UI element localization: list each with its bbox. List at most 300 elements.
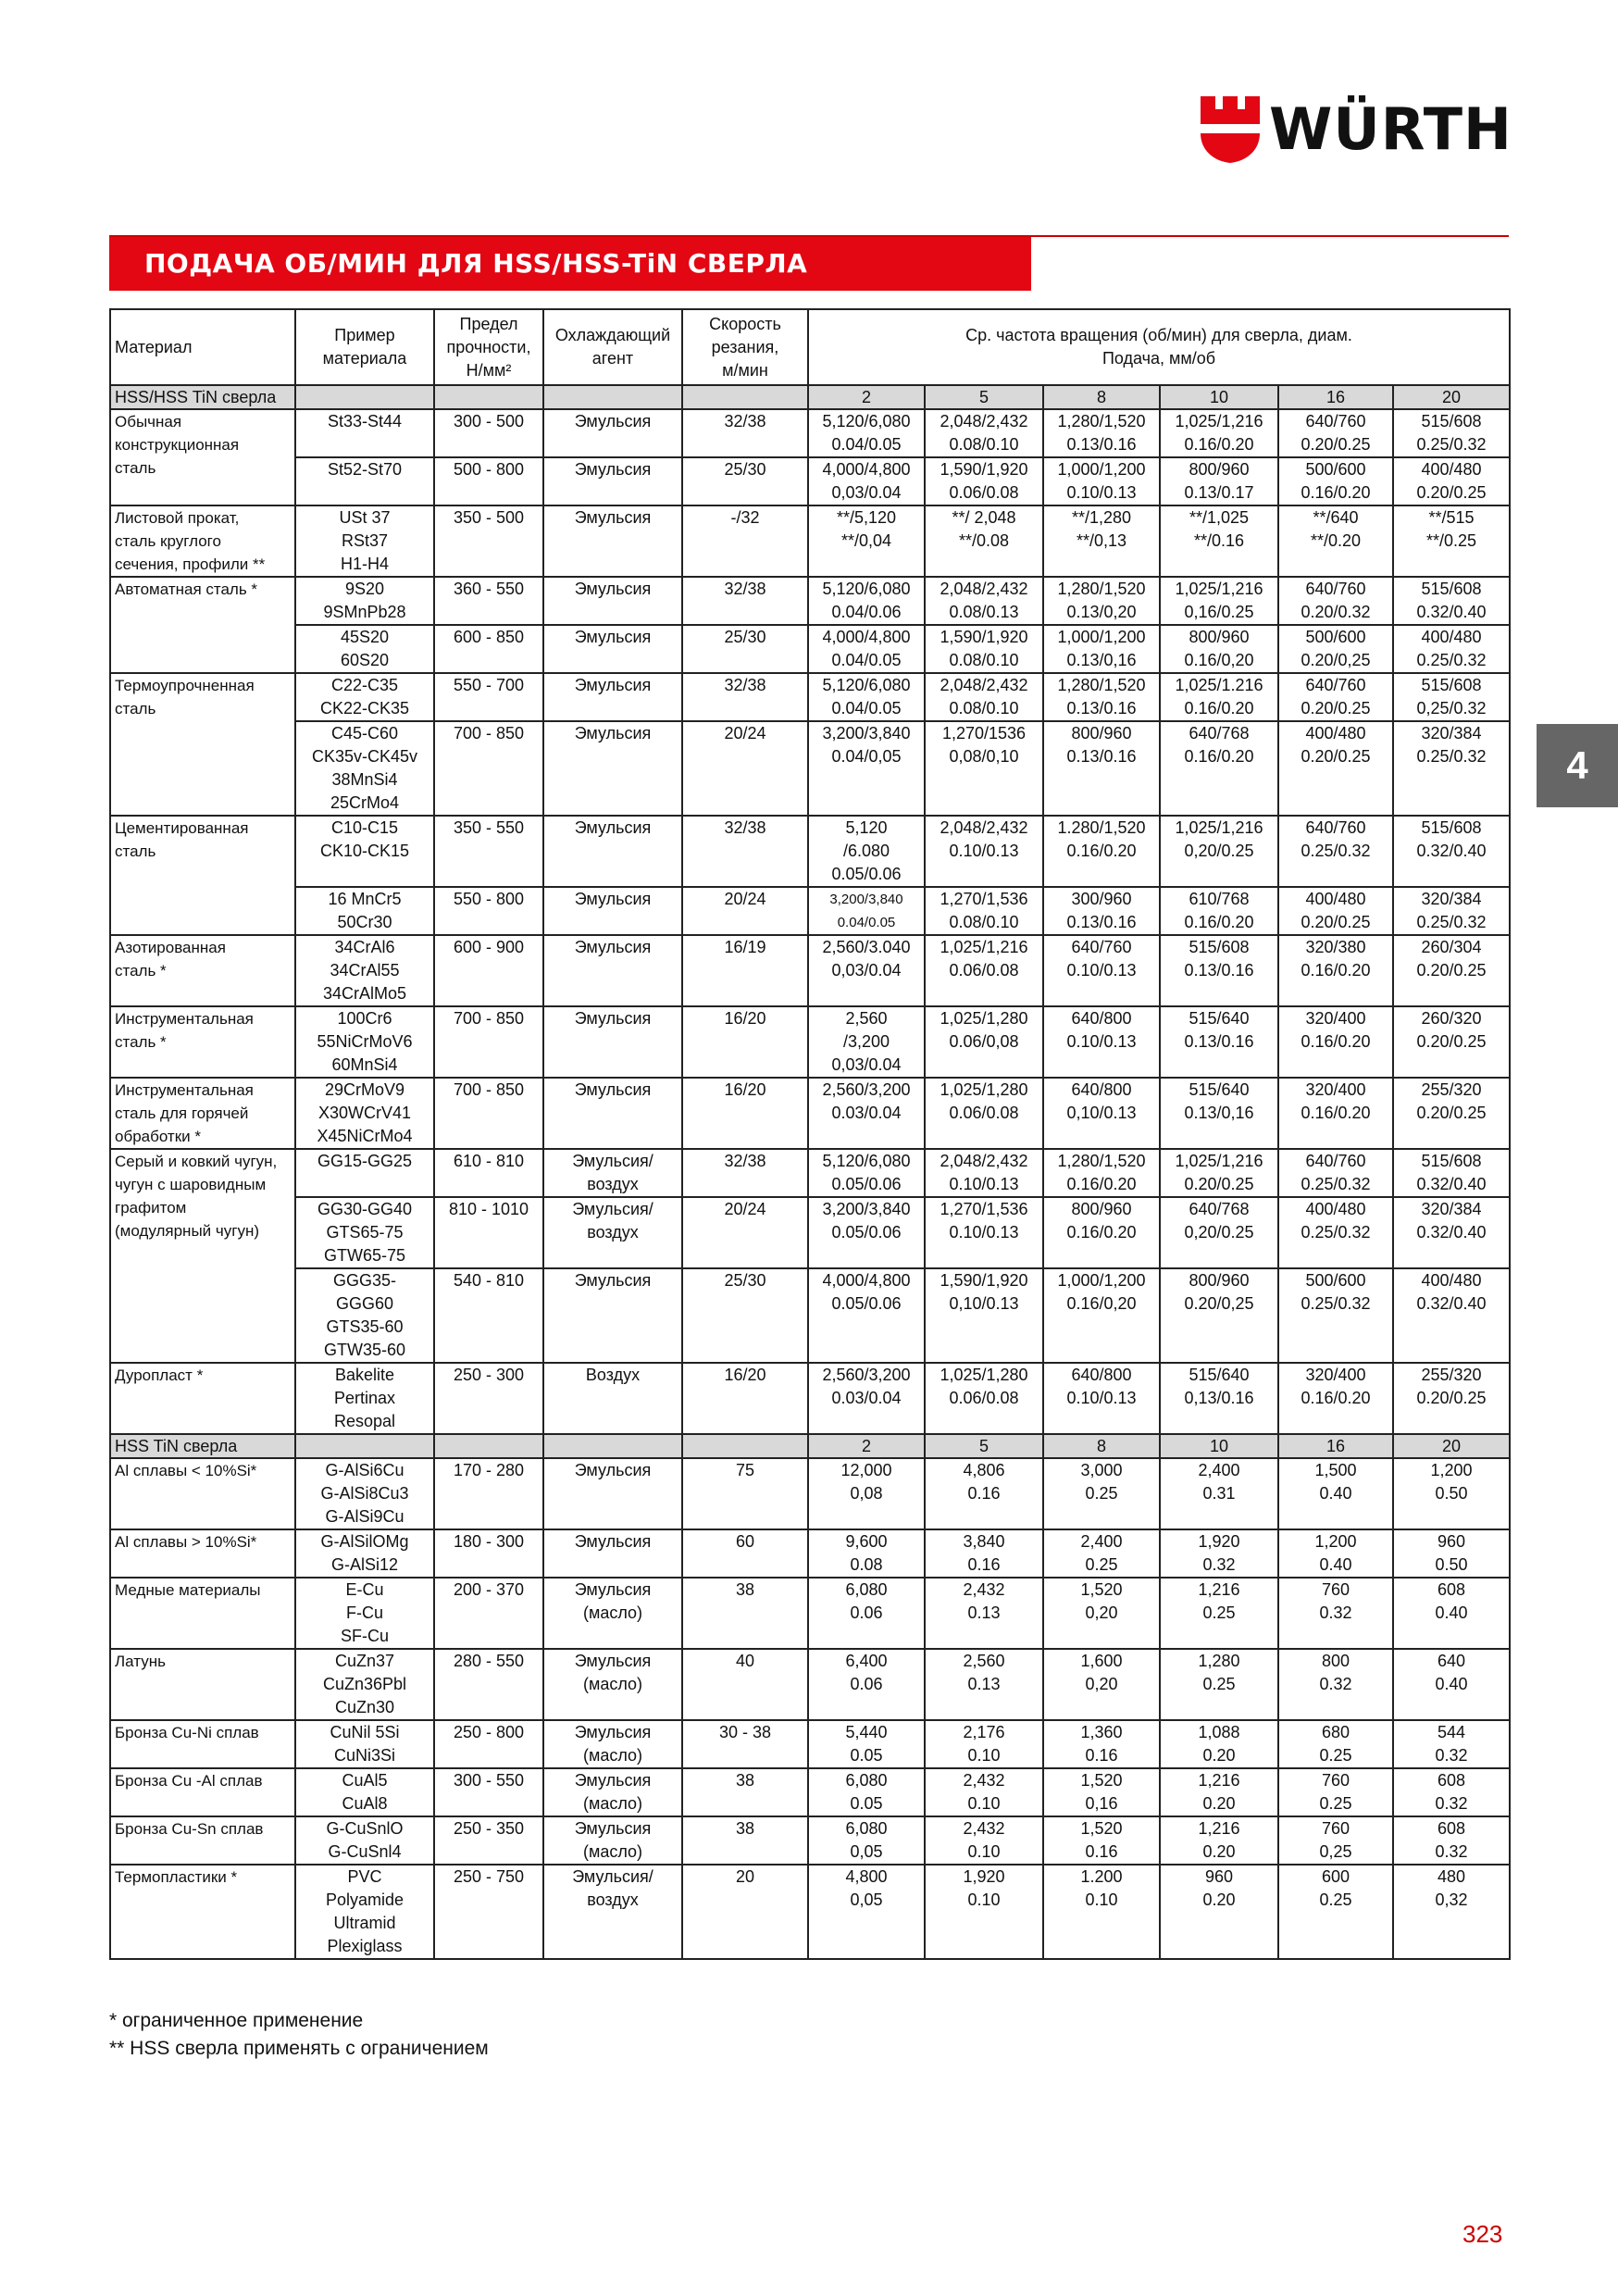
rpm-feed-value: 1,088 0.20 — [1160, 1720, 1278, 1768]
section-blank-cell — [295, 385, 434, 409]
table-row — [110, 1197, 1510, 1268]
table-row — [110, 1006, 1510, 1078]
rpm-feed-value: 2,048/2,432 0.08/0.10 — [925, 673, 1043, 721]
material-example: CuAl5 CuAl8 — [295, 1768, 434, 1816]
drill-diameter: 16 — [1278, 1434, 1393, 1458]
drill-diameter: 10 — [1160, 1434, 1278, 1458]
rpm-feed-value: 5,120/6,080 0.04/0.05 — [808, 409, 925, 457]
tensile-strength: 300 - 500 — [434, 409, 543, 457]
col-header-coolant: Охлаждающий агент — [543, 309, 682, 385]
rpm-feed-value: 2,048/2,432 0.08/0.13 — [925, 577, 1043, 625]
rpm-feed-value: 500/600 0.20/0,25 — [1278, 625, 1393, 673]
rpm-feed-value: 800/960 0.16/0,20 — [1160, 625, 1278, 673]
rpm-feed-value: **/ 2,048 **/0.08 — [925, 505, 1043, 577]
rpm-feed-value: 608 0.32 — [1393, 1768, 1510, 1816]
material-example: E-Cu F-Cu SF-Cu — [295, 1578, 434, 1649]
material-name: Цементированная сталь — [110, 816, 295, 935]
material-example: PVC Polyamide Ultramid Plexiglass — [295, 1865, 434, 1959]
rpm-feed-value: 1,600 0,20 — [1043, 1649, 1160, 1720]
footnote-hss: ** HSS сверла применять с ограничением — [109, 2038, 489, 2059]
rpm-feed-value: 1,200 0.50 — [1393, 1458, 1510, 1529]
coolant: Эмульсия/ воздух — [543, 1865, 682, 1959]
rpm-feed-value: 300/960 0.13/0.16 — [1043, 887, 1160, 935]
title-bar — [109, 237, 1031, 291]
rpm-feed-value: 480 0,32 — [1393, 1865, 1510, 1959]
rpm-feed-value: 1,216 0.25 — [1160, 1578, 1278, 1649]
tensile-strength: 600 - 900 — [434, 935, 543, 1006]
rpm-feed-value: 260/304 0.20/0.25 — [1393, 935, 1510, 1006]
rpm-feed-value: 2,560 /3,200 0,03/0.04 — [808, 1006, 925, 1078]
table-row — [110, 816, 1510, 887]
rpm-feed-value: 320/384 0.25/0.32 — [1393, 721, 1510, 816]
tensile-strength: 350 - 550 — [434, 816, 543, 887]
table-row — [110, 1363, 1510, 1434]
rpm-feed-value: 515/640 0.13/0.16 — [1160, 1006, 1278, 1078]
rpm-feed-value: 1,025/1.216 0.16/0.20 — [1160, 673, 1278, 721]
rpm-feed-value: 960 0.20 — [1160, 1865, 1278, 1959]
rpm-feed-value: 1,280/1,520 0.13/0,20 — [1043, 577, 1160, 625]
drill-diameter: 20 — [1393, 385, 1510, 409]
table-row — [110, 673, 1510, 721]
rpm-feed-value: 515/608 0.32/0.40 — [1393, 577, 1510, 625]
rpm-feed-value: 800/960 0.13/0.16 — [1043, 721, 1160, 816]
rpm-feed-value: 6,080 0.05 — [808, 1768, 925, 1816]
rpm-feed-value: 640/760 0.10/0.13 — [1043, 935, 1160, 1006]
rpm-feed-value: 1,520 0,20 — [1043, 1578, 1160, 1649]
coolant: Эмульсия — [543, 673, 682, 721]
rpm-feed-value: 800/960 0.16/0.20 — [1043, 1197, 1160, 1268]
material-name: Обычная конструкционная сталь — [110, 409, 295, 505]
coolant: Эмульсия — [543, 577, 682, 625]
rpm-feed-value: 515/640 0.13/0,16 — [1160, 1078, 1278, 1149]
rpm-feed-value: 1,000/1,200 0.16/0,20 — [1043, 1268, 1160, 1363]
rpm-feed-value: 1,590/1,920 0,10/0.13 — [925, 1268, 1043, 1363]
cutting-speed: 32/38 — [682, 577, 808, 625]
rpm-feed-value: 1,025/1,280 0.06/0.08 — [925, 1363, 1043, 1434]
material-name: Автоматная сталь * — [110, 577, 295, 673]
rpm-feed-value: 2,560/3,200 0.03/0.04 — [808, 1078, 925, 1149]
rpm-feed-value: 2,560 0.13 — [925, 1649, 1043, 1720]
material-example: CuZn37 CuZn36Pbl CuZn30 — [295, 1649, 434, 1720]
table-row — [110, 1078, 1510, 1149]
cutting-speed: 20 — [682, 1865, 808, 1959]
rpm-feed-value: 1,280/1,520 0.13/0.16 — [1043, 673, 1160, 721]
rpm-feed-value: 12,000 0,08 — [808, 1458, 925, 1529]
rpm-feed-value: **/1,280 **/0,13 — [1043, 505, 1160, 577]
rpm-feed-value: 320/400 0.16/0.20 — [1278, 1006, 1393, 1078]
coolant: Эмульсия — [543, 505, 682, 577]
footnotes — [109, 2007, 489, 2063]
rpm-feed-value: 4,000/4,800 0.04/0.05 — [808, 625, 925, 673]
rpm-feed-value: 515/608 0.13/0.16 — [1160, 935, 1278, 1006]
rpm-feed-value: 5,120/6,080 0.05/0.06 — [808, 1149, 925, 1197]
page-title: ПОДАЧА ОБ/МИН ДЛЯ HSS/HSS-TiN СВЕРЛА — [144, 248, 808, 279]
cutting-speed: 32/38 — [682, 1149, 808, 1197]
table-row — [110, 1268, 1510, 1363]
cutting-speed: 32/38 — [682, 409, 808, 457]
table-row — [110, 1529, 1510, 1578]
section-blank-cell — [682, 385, 808, 409]
rpm-feed-value: 800/960 0.20/0,25 — [1160, 1268, 1278, 1363]
tensile-strength: 360 - 550 — [434, 577, 543, 625]
cutting-speed: 30 - 38 — [682, 1720, 808, 1768]
rpm-feed-value: 4,800 0,05 — [808, 1865, 925, 1959]
coolant: Эмульсия — [543, 1006, 682, 1078]
rpm-feed-value: 5,120/6,080 0.04/0.05 — [808, 673, 925, 721]
material-name: Бронза Cu-Sn сплав — [110, 1816, 295, 1865]
cutting-speed: 32/38 — [682, 816, 808, 887]
rpm-feed-value: 1,025/1,216 0.16/0.20 — [1160, 409, 1278, 457]
rpm-feed-value: 640/800 0.10/0.13 — [1043, 1363, 1160, 1434]
coolant: Эмульсия/ воздух — [543, 1149, 682, 1197]
table-row — [110, 1149, 1510, 1197]
rpm-feed-value: 1,920 0.10 — [925, 1865, 1043, 1959]
material-example: G-AlSilOMg G-AlSi12 — [295, 1529, 434, 1578]
tensile-strength: 350 - 500 — [434, 505, 543, 577]
rpm-feed-value: 320/380 0.16/0.20 — [1278, 935, 1393, 1006]
table-row — [110, 1816, 1510, 1865]
rpm-feed-value: 1,590/1,920 0.06/0.08 — [925, 457, 1043, 505]
rpm-feed-value: 515/608 0.32/0.40 — [1393, 1149, 1510, 1197]
table-row — [110, 1865, 1510, 1959]
rpm-feed-value: 500/600 0.25/0.32 — [1278, 1268, 1393, 1363]
material-name: Серый и ковкий чугун, чугун с шаровидным графитом (модулярный чугун) — [110, 1149, 295, 1363]
rpm-feed-value: 2,432 0.10 — [925, 1816, 1043, 1865]
rpm-feed-value: 1,270/1,536 0.08/0.10 — [925, 887, 1043, 935]
rpm-feed-value: 255/320 0.20/0.25 — [1393, 1078, 1510, 1149]
rpm-feed-value: 320/384 0.25/0.32 — [1393, 887, 1510, 935]
rpm-feed-value: 260/320 0.20/0.25 — [1393, 1006, 1510, 1078]
rpm-feed-value: 3,000 0.25 — [1043, 1458, 1160, 1529]
material-name: Азотированная сталь * — [110, 935, 295, 1006]
coolant: Эмульсия — [543, 1268, 682, 1363]
material-name: Бронза Cu-Ni сплав — [110, 1720, 295, 1768]
tensile-strength: 250 - 750 — [434, 1865, 543, 1959]
cutting-speed: 16/19 — [682, 935, 808, 1006]
rpm-feed-value: 1,216 0.20 — [1160, 1768, 1278, 1816]
tensile-strength: 550 - 700 — [434, 673, 543, 721]
rpm-feed-value: 9,600 0.08 — [808, 1529, 925, 1578]
coolant: Эмульсия — [543, 1458, 682, 1529]
rpm-feed-value: 6,400 0.06 — [808, 1649, 925, 1720]
section-blank-cell — [434, 1434, 543, 1458]
rpm-feed-value: **/1,025 **/0.16 — [1160, 505, 1278, 577]
rpm-feed-value: 640/760 0.20/0.25 — [1278, 409, 1393, 457]
rpm-feed-value: 1.280/1,520 0.16/0.20 — [1043, 816, 1160, 887]
rpm-feed-value: 1,280 0.25 — [1160, 1649, 1278, 1720]
material-name: Дуропласт * — [110, 1363, 295, 1434]
tensile-strength: 600 - 850 — [434, 625, 543, 673]
coolant: Эмульсия — [543, 625, 682, 673]
drill-diameter: 2 — [808, 385, 925, 409]
section-blank-cell — [543, 1434, 682, 1458]
material-name: Листовой прокат, сталь круглого сечения, профили ** — [110, 505, 295, 577]
rpm-feed-value: 320/384 0.32/0.40 — [1393, 1197, 1510, 1268]
table-row — [110, 1649, 1510, 1720]
col-header-speed: Скорость резания, м/мин — [682, 309, 808, 385]
section-blank-cell — [682, 1434, 808, 1458]
rpm-feed-value: 640/800 0,10/0.13 — [1043, 1078, 1160, 1149]
table-row — [110, 1578, 1510, 1649]
rpm-feed-value: 1,270/1536 0,08/0,10 — [925, 721, 1043, 816]
rpm-feed-value: 1,280/1,520 0.13/0.16 — [1043, 409, 1160, 457]
rpm-feed-value: 680 0.25 — [1278, 1720, 1393, 1768]
table-row — [110, 1720, 1510, 1768]
table-row — [110, 887, 1510, 935]
material-name: Al сплавы > 10%Si* — [110, 1529, 295, 1578]
chapter-tab[interactable]: 4 — [1537, 724, 1618, 807]
coolant: Эмульсия (масло) — [543, 1720, 682, 1768]
material-name: Al сплавы < 10%Si* — [110, 1458, 295, 1529]
rpm-feed-value: 400/480 0.20/0.25 — [1278, 721, 1393, 816]
rpm-feed-value: 1,280/1,520 0.16/0.20 — [1043, 1149, 1160, 1197]
tensile-strength: 180 - 300 — [434, 1529, 543, 1578]
section-label: HSS/HSS TiN сверла — [110, 385, 295, 409]
material-example: 9S20 9SMnPb28 — [295, 577, 434, 625]
material-name: Латунь — [110, 1649, 295, 1720]
tensile-strength: 250 - 350 — [434, 1816, 543, 1865]
rpm-feed-value: 515/608 0,25/0.32 — [1393, 673, 1510, 721]
cutting-speed: 25/30 — [682, 625, 808, 673]
section-header-row — [110, 1434, 1510, 1458]
rpm-feed-value: 5,120 /6.080 0.05/0.06 — [808, 816, 925, 887]
cutting-speed: 75 — [682, 1458, 808, 1529]
rpm-feed-value: 515/608 0.25/0.32 — [1393, 409, 1510, 457]
rpm-feed-value: **/515 **/0.25 — [1393, 505, 1510, 577]
rpm-feed-value: 1,000/1,200 0.13/0,16 — [1043, 625, 1160, 673]
cutting-speed: 16/20 — [682, 1078, 808, 1149]
drill-diameter: 8 — [1043, 1434, 1160, 1458]
rpm-feed-value: 610/768 0.16/0.20 — [1160, 887, 1278, 935]
rpm-feed-value: 1,025/1,216 0.20/0.25 — [1160, 1149, 1278, 1197]
rpm-feed-value: 760 0.32 — [1278, 1578, 1393, 1649]
rpm-feed-value: 1,520 0,16 — [1043, 1768, 1160, 1816]
rpm-feed-value: 640/760 0.20/0.25 — [1278, 673, 1393, 721]
material-name: Термопластики * — [110, 1865, 295, 1959]
rpm-feed-value: 640/760 0.20/0.32 — [1278, 577, 1393, 625]
rpm-feed-value: 3,200/3,840 0.04/0.05 — [808, 887, 925, 935]
rpm-feed-value: 255/320 0.20/0.25 — [1393, 1363, 1510, 1434]
table-row — [110, 1458, 1510, 1529]
rpm-feed-value: 2,048/2,432 0.08/0.10 — [925, 409, 1043, 457]
cutting-speed: 20/24 — [682, 1197, 808, 1268]
rpm-feed-value: **/640 **/0.20 — [1278, 505, 1393, 577]
rpm-feed-value: 1,520 0.16 — [1043, 1816, 1160, 1865]
material-name: Инструментальная сталь * — [110, 1006, 295, 1078]
rpm-feed-value: 1,360 0.16 — [1043, 1720, 1160, 1768]
cutting-speed: 25/30 — [682, 1268, 808, 1363]
material-name: Инструментальная сталь для горячей обработки * — [110, 1078, 295, 1149]
cutting-speed: 32/38 — [682, 673, 808, 721]
cutting-speed: 20/24 — [682, 721, 808, 816]
cutting-speed: 25/30 — [682, 457, 808, 505]
rpm-feed-value: 3,200/3,840 0.05/0.06 — [808, 1197, 925, 1268]
rpm-feed-value: 1,200 0.40 — [1278, 1529, 1393, 1578]
section-blank-cell — [543, 385, 682, 409]
rpm-feed-value: 1,025/1,216 0,16/0.25 — [1160, 577, 1278, 625]
rpm-feed-value: **/5,120 **/0,04 — [808, 505, 925, 577]
material-example: USt 37 RSt37 H1-H4 — [295, 505, 434, 577]
rpm-feed-value: 4,806 0.16 — [925, 1458, 1043, 1529]
footnote-limited: * ограниченное применение — [109, 2010, 364, 2031]
material-name: Медные материалы — [110, 1578, 295, 1649]
rpm-feed-value: 400/480 0.20/0.25 — [1393, 457, 1510, 505]
table-header-row — [110, 309, 1510, 385]
col-header-strength: Предел прочности, Н/мм² — [434, 309, 543, 385]
drill-diameter: 10 — [1160, 385, 1278, 409]
rpm-feed-value: 1,000/1,200 0.10/0.13 — [1043, 457, 1160, 505]
cutting-speed: 38 — [682, 1768, 808, 1816]
rpm-feed-value: 760 0.25 — [1278, 1768, 1393, 1816]
rpm-feed-value: 800/960 0.13/0.17 — [1160, 457, 1278, 505]
rpm-feed-value: 400/480 0.25/0.32 — [1393, 625, 1510, 673]
rpm-feed-value: 608 0.32 — [1393, 1816, 1510, 1865]
rpm-feed-value: 320/400 0.16/0.20 — [1278, 1078, 1393, 1149]
tensile-strength: 540 - 810 — [434, 1268, 543, 1363]
coolant: Эмульсия — [543, 1529, 682, 1578]
rpm-feed-value: 4,000/4,800 0,03/0.04 — [808, 457, 925, 505]
tensile-strength: 250 - 300 — [434, 1363, 543, 1434]
drill-diameter: 16 — [1278, 385, 1393, 409]
cutting-speed: 38 — [682, 1578, 808, 1649]
cutting-speed: 16/20 — [682, 1006, 808, 1078]
section-blank-cell — [295, 1434, 434, 1458]
material-example: 100Cr6 55NiCrMoV6 60MnSi4 — [295, 1006, 434, 1078]
tensile-strength: 300 - 550 — [434, 1768, 543, 1816]
col-header-example: Пример материала — [295, 309, 434, 385]
cutting-speed: 20/24 — [682, 887, 808, 935]
tensile-strength: 700 - 850 — [434, 1006, 543, 1078]
rpm-feed-value: 4,000/4,800 0.05/0.06 — [808, 1268, 925, 1363]
coolant: Эмульсия (масло) — [543, 1816, 682, 1865]
tensile-strength: 500 - 800 — [434, 457, 543, 505]
rpm-feed-value: 640/760 0.25/0.32 — [1278, 1149, 1393, 1197]
coolant: Эмульсия — [543, 887, 682, 935]
tensile-strength: 280 - 550 — [434, 1649, 543, 1720]
coolant: Эмульсия — [543, 935, 682, 1006]
page-number: 323 — [1462, 2220, 1503, 2248]
col-header-material: Материал — [110, 309, 295, 385]
wurth-logo — [1201, 96, 1512, 163]
rpm-feed-value: 1,500 0.40 — [1278, 1458, 1393, 1529]
table-row — [110, 721, 1510, 816]
section-header-row — [110, 385, 1510, 409]
cutting-speed: -/32 — [682, 505, 808, 577]
brand-name: WÜRTH — [1269, 95, 1512, 163]
table-row — [110, 1768, 1510, 1816]
rpm-feed-value: 1,920 0.32 — [1160, 1529, 1278, 1578]
rpm-feed-value: 400/480 0.32/0.40 — [1393, 1268, 1510, 1363]
cutting-speed: 60 — [682, 1529, 808, 1578]
rpm-feed-value: 2,176 0.10 — [925, 1720, 1043, 1768]
rpm-feed-value: 515/608 0.32/0.40 — [1393, 816, 1510, 887]
rpm-feed-value: 640 0.40 — [1393, 1649, 1510, 1720]
material-name: Термоупрочненная сталь — [110, 673, 295, 816]
material-example: GG30-GG40 GTS65-75 GTW65-75 — [295, 1197, 434, 1268]
tensile-strength: 200 - 370 — [434, 1578, 543, 1649]
material-example: GGG35- GGG60 GTS35-60 GTW35-60 — [295, 1268, 434, 1363]
rpm-feed-value: 600 0.25 — [1278, 1865, 1393, 1959]
material-example: St52-St70 — [295, 457, 434, 505]
drill-diameter: 8 — [1043, 385, 1160, 409]
material-example: C10-C15 CK10-CK15 — [295, 816, 434, 887]
tensile-strength: 550 - 800 — [434, 887, 543, 935]
material-example: C45-C60 CK35v-CK45v 38MnSi4 25CrMo4 — [295, 721, 434, 816]
rpm-feed-value: 1.200 0.10 — [1043, 1865, 1160, 1959]
material-example: St33-St44 — [295, 409, 434, 457]
tensile-strength: 700 - 850 — [434, 721, 543, 816]
rpm-feed-value: 1,025/1,280 0.06/0,08 — [925, 1006, 1043, 1078]
rpm-feed-value: 2,560/3,200 0.03/0.04 — [808, 1363, 925, 1434]
coolant: Эмульсия — [543, 721, 682, 816]
coolant: Эмульсия (масло) — [543, 1649, 682, 1720]
rpm-feed-value: 1,270/1,536 0.10/0.13 — [925, 1197, 1043, 1268]
rpm-feed-value: 2,560/3.040 0,03/0.04 — [808, 935, 925, 1006]
rpm-feed-value: 640/768 0,20/0.25 — [1160, 1197, 1278, 1268]
coolant: Эмульсия (масло) — [543, 1768, 682, 1816]
rpm-feed-value: 544 0.32 — [1393, 1720, 1510, 1768]
material-example: GG15-GG25 — [295, 1149, 434, 1197]
tensile-strength: 610 - 810 — [434, 1149, 543, 1197]
rpm-feed-value: 800 0.32 — [1278, 1649, 1393, 1720]
coolant: Эмульсия — [543, 1078, 682, 1149]
drill-diameter: 20 — [1393, 1434, 1510, 1458]
drill-diameter: 5 — [925, 385, 1043, 409]
rpm-feed-value: 2,048/2,432 0.10/0.13 — [925, 816, 1043, 887]
drill-diameter: 5 — [925, 1434, 1043, 1458]
coolant: Эмульсия/ воздух — [543, 1197, 682, 1268]
material-example: CuNil 5Si CuNi3Si — [295, 1720, 434, 1768]
rpm-feed-value: 2,048/2,432 0.10/0.13 — [925, 1149, 1043, 1197]
rpm-feed-value: 2,432 0.10 — [925, 1768, 1043, 1816]
tensile-strength: 700 - 850 — [434, 1078, 543, 1149]
rpm-feed-value: 3,200/3,840 0.04/0,05 — [808, 721, 925, 816]
section-blank-cell — [434, 385, 543, 409]
rpm-feed-value: 320/400 0.16/0.20 — [1278, 1363, 1393, 1434]
material-name: Бронза Cu -Al сплав — [110, 1768, 295, 1816]
table-row — [110, 577, 1510, 625]
table-row — [110, 409, 1510, 457]
rpm-feed-value: 760 0,25 — [1278, 1816, 1393, 1865]
rpm-feed-value: 515/640 0,13/0.16 — [1160, 1363, 1278, 1434]
material-example: Bakelite Pertinax Resopal — [295, 1363, 434, 1434]
material-example: C22-C35 CK22-CK35 — [295, 673, 434, 721]
feed-speed-table — [109, 308, 1511, 1960]
table-row — [110, 625, 1510, 673]
coolant: Воздух — [543, 1363, 682, 1434]
rpm-feed-value: 1,216 0.20 — [1160, 1816, 1278, 1865]
rpm-feed-value: 500/600 0.16/0.20 — [1278, 457, 1393, 505]
cutting-speed: 40 — [682, 1649, 808, 1720]
rpm-feed-value: 2,400 0.25 — [1043, 1529, 1160, 1578]
rpm-feed-value: 3,840 0.16 — [925, 1529, 1043, 1578]
rpm-feed-value: 1,025/1,216 0,20/0.25 — [1160, 816, 1278, 887]
material-example: G-AlSi6Cu G-AlSi8Cu3 G-AlSi9Cu — [295, 1458, 434, 1529]
material-example: 34CrAl6 34CrAl55 34CrAlMo5 — [295, 935, 434, 1006]
cutting-speed: 16/20 — [682, 1363, 808, 1434]
rpm-feed-value: 640/768 0.16/0.20 — [1160, 721, 1278, 816]
section-label: HSS TiN сверла — [110, 1434, 295, 1458]
rpm-feed-value: 5,440 0.05 — [808, 1720, 925, 1768]
rpm-feed-value: 5,120/6,080 0.04/0.06 — [808, 577, 925, 625]
rpm-feed-value: 640/760 0.25/0.32 — [1278, 816, 1393, 887]
tensile-strength: 810 - 1010 — [434, 1197, 543, 1268]
tensile-strength: 250 - 800 — [434, 1720, 543, 1768]
rpm-feed-value: 2,432 0.13 — [925, 1578, 1043, 1649]
coolant: Эмульсия — [543, 457, 682, 505]
rpm-feed-value: 6,080 0.06 — [808, 1578, 925, 1649]
wurth-logo-icon — [1201, 96, 1260, 163]
